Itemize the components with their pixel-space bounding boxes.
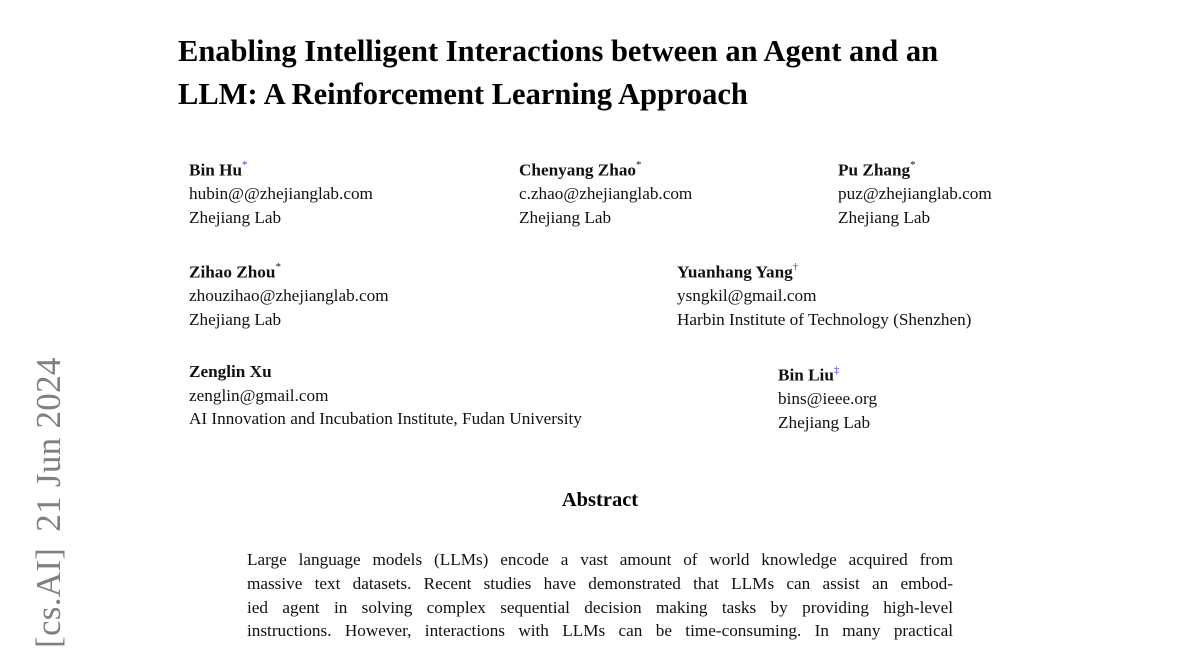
author-name: Zenglin Xu [189, 362, 272, 381]
author-footnote-mark[interactable]: † [792, 261, 799, 273]
author-email: bins@ieee.org [778, 389, 878, 409]
author-block [519, 155, 692, 229]
abstract-line: ied agent in solving complex sequential decision making tasks by providing high-level [247, 597, 953, 617]
author-email: puz@zhejianglab.com [838, 184, 992, 204]
author-email: zhouzihao@zhejianglab.com [189, 286, 389, 306]
author-affiliation: Zhejiang Lab [778, 412, 871, 432]
author-block [778, 360, 877, 434]
author-footnote-mark[interactable]: ‡ [833, 364, 840, 376]
arxiv-category: [cs.AI] [29, 547, 68, 648]
author-block [838, 155, 992, 229]
author-block [677, 257, 971, 331]
author-affiliation: Zhejiang Lab [838, 207, 931, 227]
paper-title-line-2: LLM: A Reinforcement Learning Approach [178, 77, 748, 111]
abstract-line: Large language models (LLMs) encode a vast amount of world knowledge acquired from [247, 550, 953, 569]
author-footnote-mark[interactable]: * [242, 159, 248, 171]
author-footnote-mark: * [275, 261, 281, 273]
author-name: Yuanhang Yang† [677, 261, 799, 282]
author-email: hubin@@zhejianglab.com [189, 184, 373, 204]
author-email: ysngkil@gmail.com [677, 286, 817, 306]
arxiv-date: 21 Jun 2024 [29, 357, 68, 532]
author-email: c.zhao@zhejianglab.com [519, 184, 693, 204]
author-name: Pu Zhang* [838, 159, 916, 180]
paper-title [178, 30, 1078, 116]
paper-title-line-1: Enabling Intelligent Interactions between an Agent and an [178, 34, 939, 68]
author-email: zenglin@gmail.com [189, 385, 329, 405]
abstract-line: instructions. However, interactions with LLMs can be time-consuming. In many practical [247, 621, 953, 641]
author-block [189, 155, 373, 229]
author-block [189, 257, 389, 331]
author-affiliation: Zhejiang Lab [519, 207, 612, 227]
author-affiliation: Zhejiang Lab [189, 207, 282, 227]
abstract-line: massive text datasets. Recent studies have demonstrated that LLMs can assist an embod- [247, 573, 953, 593]
author-footnote-mark: * [910, 159, 916, 171]
author-affiliation: AI Innovation and Incubation Institute, Fudan University [189, 409, 582, 428]
author-block [189, 360, 582, 431]
abstract-body [247, 548, 953, 643]
arxiv-side-stamp [26, 318, 72, 648]
author-name: Bin Hu* [189, 159, 248, 180]
author-name: Zihao Zhou* [189, 261, 281, 282]
author-affiliation: Zhejiang Lab [189, 309, 282, 329]
author-affiliation: Harbin Institute of Technology (Shenzhen) [677, 309, 972, 329]
abstract-heading: Abstract [561, 489, 639, 511]
author-footnote-mark: * [636, 159, 642, 171]
author-name: Bin Liu‡ [778, 364, 840, 385]
author-name: Chenyang Zhao* [519, 159, 642, 180]
